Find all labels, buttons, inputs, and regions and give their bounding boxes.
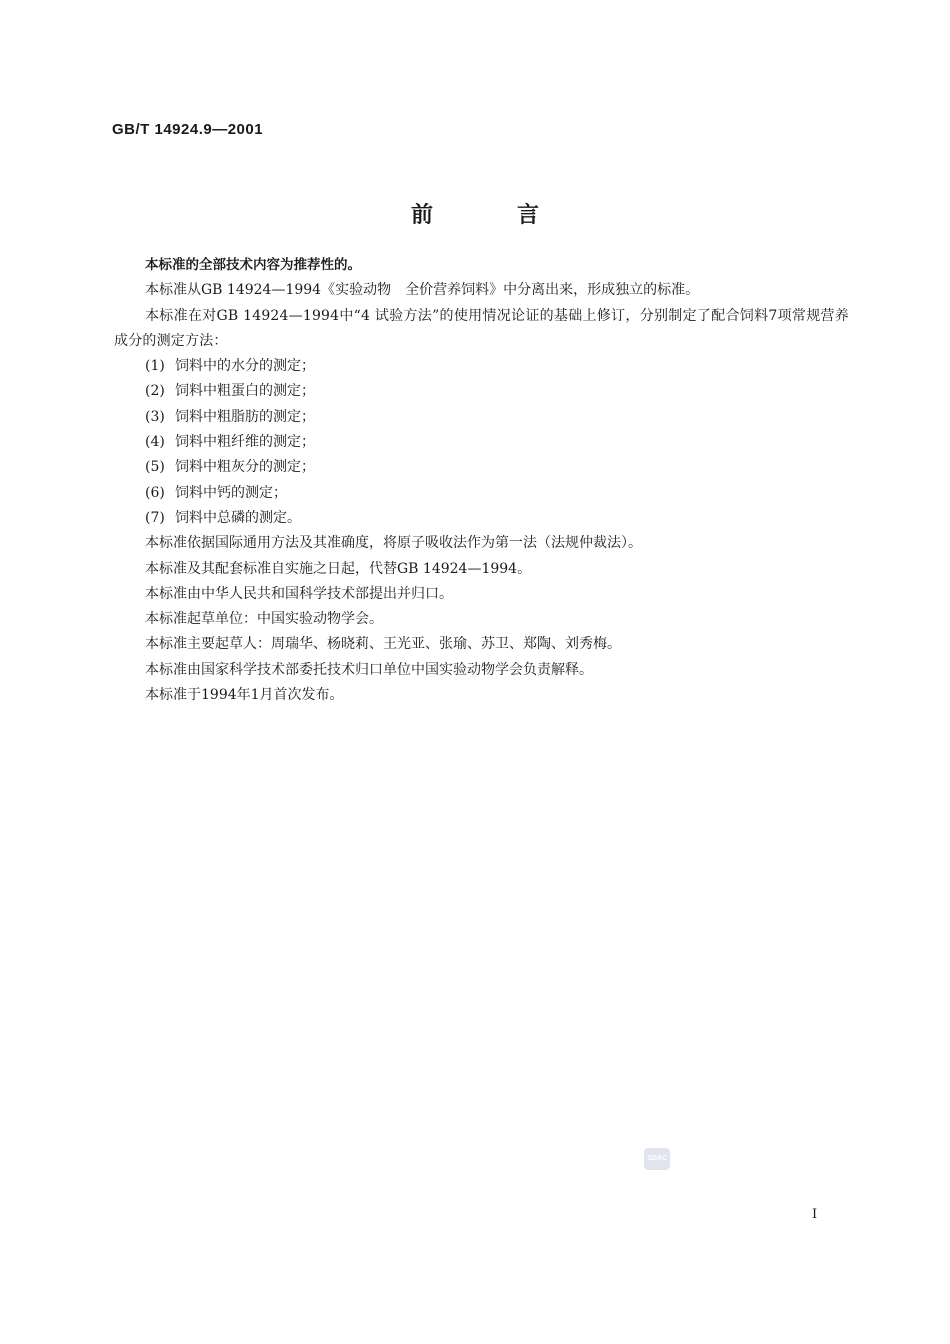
paragraph-drafting-unit: 本标准起草单位：中国实验动物学会。 [145, 611, 383, 628]
list-item: (2) 饲料中粗蛋白的测定； [145, 383, 315, 400]
paragraph-methodology: 本标准依据国际通用方法及其准确度，将原子吸收法作为第一法（法规仲裁法）。 [145, 535, 642, 552]
page-title: 前言 [410, 203, 623, 228]
sdac-watermark-logo: SDAC [644, 1148, 670, 1170]
list-item: (5) 饲料中粗灰分的测定； [145, 459, 315, 476]
paragraph-recommended: 本标准的全部技术内容为推荐性的。 [145, 257, 361, 273]
standard-code: GB/T 14924.9—2001 [112, 121, 264, 138]
list-item: (3) 饲料中粗脂肪的测定； [145, 408, 315, 425]
paragraph-first-issue: 本标准于1994年1月首次发布。 [145, 687, 344, 704]
paragraph-interpretation: 本标准由国家科学技术部委托技术归口单位中国实验动物学会负责解释。 [145, 661, 593, 678]
page-number: I [812, 1207, 818, 1222]
paragraph-revision: 本标准在对GB 14924—1994中“4 试验方法”的使用情况论证的基础上修订，分别制定了配合饲料7项常规营养成分的测定方法： [114, 307, 849, 349]
methods-list [114, 354, 849, 531]
paragraph-drafters: 本标准主要起草人：周瑞华、杨晓莉、王光亚、张瑜、苏卫、郑陶、刘秀梅。 [145, 636, 621, 653]
list-item: (7) 饲料中总磷的测定。 [145, 509, 301, 526]
paragraph-origin: 本标准从GB 14924—1994《实验动物 全价营养饲料》中分离出来，形成独立的标准。 [145, 282, 700, 299]
list-item: (6) 饲料中钙的测定； [145, 484, 287, 501]
foreword-body [114, 253, 849, 708]
list-item: (4) 饲料中粗纤维的测定； [145, 434, 315, 451]
list-item: (1) 饲料中的水分的测定； [145, 358, 315, 375]
paragraph-proposer: 本标准由中华人民共和国科学技术部提出并归口。 [145, 585, 453, 602]
paragraph-replacement: 本标准及其配套标准自实施之日起，代替GB 14924—1994。 [145, 560, 532, 577]
